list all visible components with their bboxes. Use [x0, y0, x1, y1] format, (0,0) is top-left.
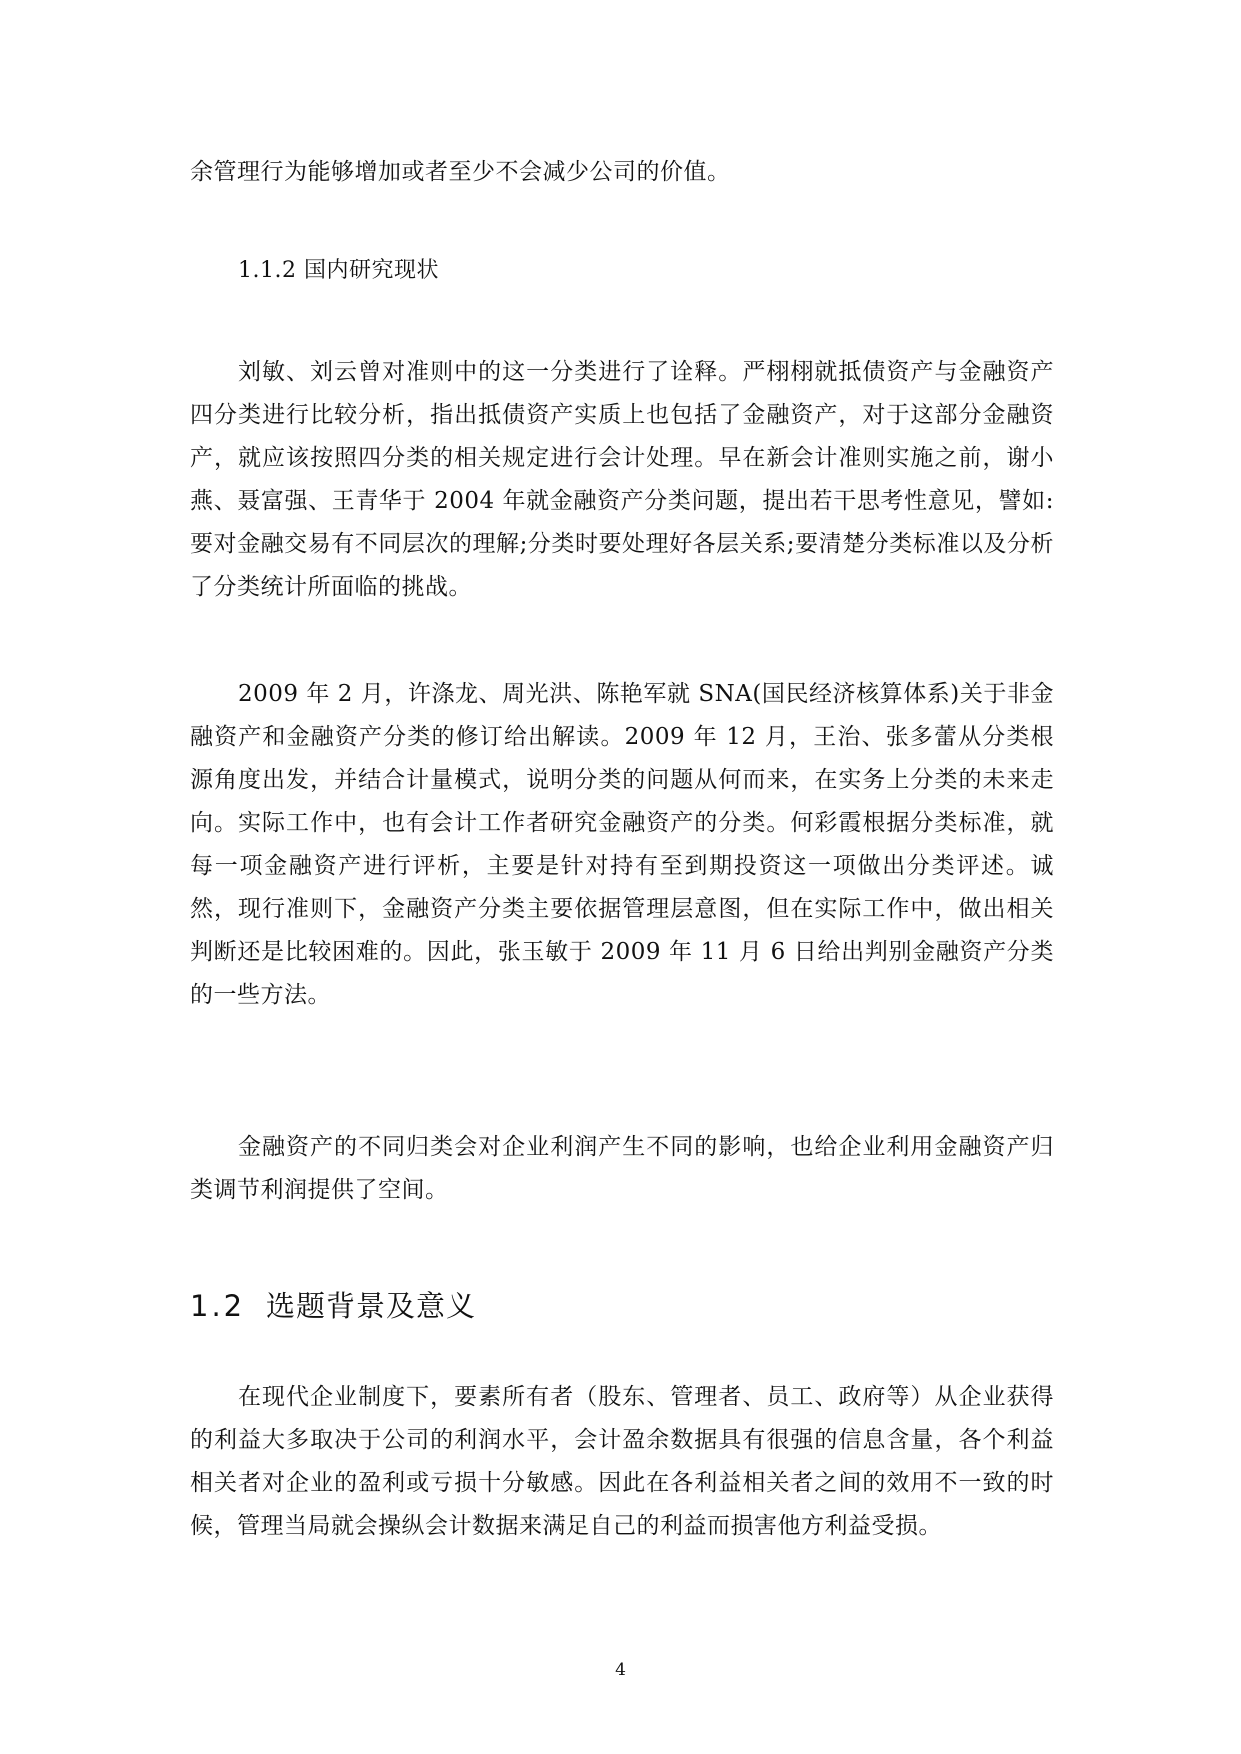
paragraph-domestic-research-2: 2009 年 2 月，许涤龙、周光洪、陈艳军就 SNA(国民经济核算体系)关于非金融资产和金融资产分类的修订给出解读。2009 年 12 月，王治、张多蕾从分类根源角度出发，并结合计量模式，说明分类的问题从何而来，在实务上分类的未来走向。实际工作中，也有会计工作者研究金融资产的分类。何彩霞根据分类标准，就每一项金融资产进行评析，主要是针对持有至到期投资这一项做出分类评述。诚然，现行准则下，金融资产分类主要依据管理层意图，但在实际工作中，做出相关判断还是比较困难的。因此，张玉敏于 2009 年 11 月 6 日给出判别金融资产分类的一些方法。 — [190, 681, 1054, 1008]
page-number: 4 — [615, 1660, 626, 1680]
continuation-paragraph: 余管理行为能够增加或者至少不会减少公司的价值。 — [190, 159, 731, 185]
paragraph-background-1: 在现代企业制度下，要素所有者（股东、管理者、员工、政府等）从企业获得的利益大多取决于公司的利润水平，会计盈余数据具有很强的信息含量，各个利益相关者对企业的盈利或亏损十分敏感。因此在各利益相关者之间的效用不一致的时候，管理当局就会操纵会计数据来满足自己的利益而损害他方利益受损。 — [190, 1384, 1054, 1539]
paragraph-domestic-research-3: 金融资产的不同归类会对企业利润产生不同的影响，也给企业利用金融资产归类调节利润提供了空间。 — [190, 1134, 1054, 1203]
section-heading — [190, 1286, 476, 1326]
section-number: 1.2 — [190, 1289, 246, 1323]
section-title: 选题背景及意义 — [266, 1289, 477, 1323]
paragraph-domestic-research-1: 刘敏、刘云曾对准则中的这一分类进行了诠释。严栩栩就抵债资产与金融资产四分类进行比较分析，指出抵债资产实质上也包括了金融资产，对于这部分金融资产，就应该按照四分类的相关规定进行会计处理。早在新会计准则实施之前，谢小燕、聂富强、王青华于 2004 年就金融资产分类问题，提出若干思考性意见，譬如:要对金融交易有不同层次的理解;分类时要处理好各层关系;要清楚分类标准以及分析了分类统计所面临的挑战。 — [190, 359, 1054, 600]
subsection-title: 1.1.2 国内研究现状 — [238, 258, 439, 283]
